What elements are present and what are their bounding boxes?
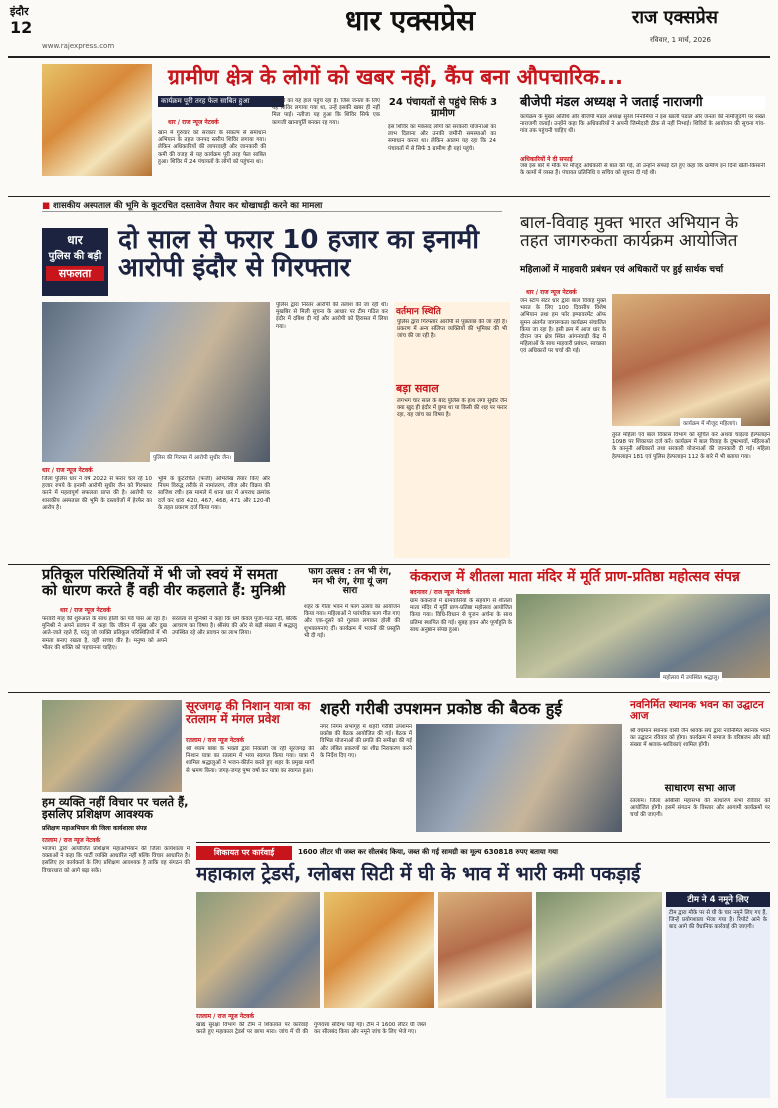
camp-byline: धार / राज न्यूज नेटवर्क	[168, 119, 219, 126]
breaking-text-1: जिला पुलिस धार ने वर्ष 2022 से फरार चल रहे 10 हजार रुपये के इनामी आरोपी सुधीर जैन को गिरफ्तार करने में महत्वपूर्ण सफलता प्राप्त की है। आरोपी पर शासकीय अस्पताल की भूमि के दस्तावेजों में हेरफेर का आरोप है।	[42, 476, 152, 511]
badge-bottom: सफलता	[46, 266, 104, 281]
temple-byline: बदनावर / राज न्यूज नेटवर्क	[410, 589, 471, 596]
kicker-text: शासकीय अस्पताल की भूमि के कूटरचित दस्तावेज तैयार कर धोखाधड़ी करने का मामला	[53, 201, 323, 211]
vichar-byline: रतलाम / राज न्यूज नेटवर्क	[42, 837, 101, 844]
city-label: इंदौर	[10, 5, 29, 18]
row4-divider	[196, 842, 770, 843]
complaint-tag	[196, 846, 292, 860]
complaint-photo-3	[438, 892, 532, 1008]
complaint-box-head: टीम ने 4 नमूने लिए	[666, 892, 770, 907]
breaking-headline: दो साल से फरार 10 हजार का इनामी आरोपी इंदौर से गिरफ्तार	[118, 225, 480, 284]
role-head: बड़ा सवाल	[396, 382, 439, 395]
navnirmit-sub-head: साधारण सभा आज	[664, 783, 736, 794]
row3-divider	[8, 692, 770, 693]
website-link[interactable]: www.rajexpress.com	[42, 42, 115, 50]
complaint-photo-4	[536, 892, 662, 1008]
police-badge	[42, 228, 108, 296]
childmarriage-headline: बाल-विवाह मुक्त भारत अभियान के तहत जागरुकता कार्यक्रम आयोजित	[520, 213, 739, 252]
fag-text: शहर के गीता भवन में फाग उत्सव का आयोजन किया गया। महिलाओं ने पारंपरिक फाग गीत गाए और एक-दूसरे को गुलाल लगाकर होली की शुभकामनाएं दीं। कार्यक्रम में भजनों की प्रस्तुति भी दी गई।	[304, 604, 400, 639]
complaint-box	[666, 892, 770, 1098]
childmarriage-byline: धार / राज न्यूज नेटवर्क	[526, 289, 577, 296]
complaint-photo-2	[324, 892, 434, 1008]
breaking-byline: धार / राज न्यूज नेटवर्क	[42, 467, 93, 474]
complaint-headline: महाकाल ट्रेडर्स, ग्लोबस सिटी में घी के भाव में भारी कमी पकड़ाई	[196, 863, 641, 885]
suraj-byline: रतलाम / राज न्यूज नेटवर्क	[186, 737, 245, 744]
suraj-photo	[42, 700, 182, 792]
temple-photo	[516, 594, 770, 678]
camp-headline: ग्रामीण क्षेत्र के लोगों को खबर नहीं, कैंप बना औपचारिक...	[168, 65, 623, 89]
status-text: पुलिस द्वारा गिरफ्तार आरोपी से पूछताछ की जा रही है। प्रकरण में अन्य संलिप्त व्यक्तियों की भूमिका की भी जांच की जा रही है।	[397, 319, 507, 340]
camp-text-2: शिविरों का यह हाल पहुंच रहा है। जिस जनता के लिए यह शिविर लगाया गया था, उन्हें इसकी खबर ही नहीं मिल पाई। नतीजा यह हुआ कि शिविर सिर्फ एक कागजी खानापूर्ति बनकर रह गया।	[272, 98, 380, 126]
bjp-text-b: जब इस बारे में मौके पर मौजूद अधिकारी से बात की गई, तो उन्होंने सफाई देते हुए कहा कि ग्रामीण इन दिनों खेती-किसानी के कामों में व्यस्त हैं। पंचायत प्रतिनिधि व सचिव को सूचना दी गई थी।	[520, 163, 765, 177]
fag-headline: फाग उत्सव : तन भी रंग, मन भी रंग, रंगा यूं जग सारा	[308, 567, 392, 597]
complaint-tag-text: शिकायत पर कार्रवाई	[213, 848, 275, 857]
bjp-headline: बीजेपी मंडल अध्यक्ष ने जताई नाराजगी	[520, 96, 765, 110]
breaking-text-3: पुलिस द्वारा निरंतर आरोपी की तलाश की जा रही थी। मुखबिर से मिली सूचना के आधार पर टीम गठित कर इंदौर में दबिश दी गई और आरोपी को हिरासत में लिया गया।	[276, 302, 388, 330]
complaint-box-text: टीम द्वारा मौके पर से घी के चार नमूने लिए गए हैं, जिन्हें प्रयोगशाला भेजा गया है। रिपोर्ट आने के बाद आगे की वैधानिक कार्रवाई की जाएगी।	[669, 910, 767, 931]
camp-text-1: खान में गुरुवार को सरकार के संकल्प से समाधान अभियान के तहत जनपद स्तरीय शिविर लगाया गया। लेकिन अधिकारियों की लापरवाही और जानकारी की कमी की वजह से यह कार्यक्रम पूरी तरह फेल साबित हुआ। शिविर में 24 पंचायतों के लोगों को पहुंचना था।	[158, 130, 266, 165]
camp-photo	[42, 64, 152, 176]
bjp-text: कार्यक्रम के मुख्य अतिथि और बीजेपी मंडल अध्यक्ष सुरेश निनामिया ने इस खाली पंडाल और जनता की नामौजूदगी पर सख्त नाराजगी जताई। उन्होंने कहा कि अधिकारियों ने अपनी जिम्मेदारी ठीक से नहीं निभाई। शिविरों के आयोजन की सूचना गांव-गांव तक पहुंचनी चाहिए थी।	[520, 114, 765, 135]
masthead	[0, 0, 778, 58]
camp-sidebar: 24 पंचायतों से पहुंचे सिर्फ 3 ग्रामीण	[388, 97, 498, 119]
suraj-text: श्री श्याम बाबा के भक्तों द्वारा निकाली जा रही सूरजगढ़ की निशान यात्रा का रतलाम में भव्य स्वागत किया गया। यात्रा में शामिल श्रद्धालुओं ने भजन-कीर्तन करते हुए शहर के प्रमुख मार्गों से भ्रमण किया। जगह-जगह पुष्प वर्षा कर यात्रा का स्वागत हुआ।	[186, 746, 314, 774]
childmarriage-text-2: तुरंत महिला एवं बाल विकास विभाग को सूचित करें अथवा चाइल्ड हेल्पलाइन 1098 पर शिकायत दर्ज करें। कार्यक्रम में बाल विवाह के दुष्प्रभावों, महिलाओं के कानूनी अधिकारों तथा सरकारी योजनाओं की जानकारी दी गई। महिला हेल्पलाइन 181 एवं पुलिस हेल्पलाइन 112 के बारे में भी बताया गया।	[612, 432, 770, 460]
sadhvi-text-2: सरलता से मुनिश्री ने कहा कि धर्म केवल पूजा-पाठ नहीं, बल्कि आचरण का विषय है। श्रीसंघ की ओर से बड़ी संख्या में श्रद्धालु उपस्थित रहे और प्रवचन का लाभ लिया।	[172, 616, 297, 637]
gareebi-headline: शहरी गरीबी उपशमन प्रकोष्ठ की बैठक हुई	[320, 699, 563, 718]
temple-text: ग्राम कंकराज में ग्रामवासियों के सहयोग से शीतला माता मंदिर में मूर्ति प्राण-प्रतिष्ठा महोत्सव आयोजित किया गया। विधि-विधान से पूजन अर्चना के साथ प्रतिमा स्थापित की गई। सुबह हवन और पूर्णाहुति के साथ अनुष्ठान संपन्न हुआ।	[410, 598, 512, 633]
brand-name: राज एक्सप्रेस	[632, 7, 718, 28]
complaint-text: खाद्य सुरक्षा विभाग की टीम ने शिकायत पर कार्रवाई करते हुए महाकाल ट्रेडर्स पर छापा मारा। जांच में घी की गुणवत्ता संदिग्ध पाई गई। टीम ने 1600 लीटर घी जब्त कर सीलबंद किया और नमूने जांच के लिए भेजे गए।	[196, 1022, 426, 1036]
vichar-headline: हम व्यक्ति नहीं विचार पर चलते हैं, इसलिए प्रशिक्षण आवश्यक	[42, 795, 189, 822]
camp-sub-text: कार्यक्रम पूरी तरह फेल साबित हुआ	[161, 97, 250, 105]
childmarriage-photo	[612, 294, 770, 426]
masthead-divider	[8, 56, 770, 58]
childmarriage-sub: महिलाओं में माहवारी प्रबंधन एवं अधिकारों पर हुई सार्थक चर्चा	[520, 265, 724, 275]
kicker-bullet-icon: ■	[42, 201, 53, 211]
suraj-headline: सूरजगढ़ की निशान यात्रा का रतलाम में मंगल प्रवेश	[186, 699, 311, 726]
sadhvi-headline: प्रतिकूल परिस्थितियों में भी जो स्वयं में समता को धारण करते हैं वही वीर कहलाते हैं: मुनिश्री	[42, 567, 286, 599]
complaint-kicker: 1600 लीटर घी जब्त कर सीलबंद किया, जब्त की गई सामग्री का मूल्य 630818 रुपए बताया गया	[298, 848, 558, 856]
sadhvi-byline: धार / राज न्यूज नेटवर्क	[60, 607, 111, 614]
arrest-photo	[42, 302, 270, 462]
gareebi-text: नगर निगम सभागृह में शहरी गरीबी उपशमन प्रकोष्ठ की बैठक आयोजित की गई। बैठक में विभिन्न योजनाओं की प्रगति की समीक्षा की गई और लंबित प्रकरणों का शीघ्र निराकरण करने के निर्देश दिए गए।	[320, 724, 412, 759]
childmarriage-text: जन स्टॉप सेंटर धार द्वारा बाल विवाह मुक्त भारत के लिए 100 दिवसीय विशेष अभियान तथा हम फॉर इम्पावरमेंट ऑफ सुमन अंतर्गत जागरूकता कार्यक्रम संचालित किया जा रहा है। इसी क्रम में आज धार के दौरान जन क्षेत्र स्थित आंगनवाड़ी केंद्र में महिलाओं के साथ माहवारी प्रबंधन, स्वच्छता एवं अधिकारों पर चर्चा की गई।	[520, 298, 606, 355]
navnirmit-sub-text: रतलाम। जिला ओबीसी महासभा की साधारण सभा रविवार को आयोजित होगी। इसमें संगठन के विस्तार और आगामी कार्यक्रमों पर चर्चा की जाएगी।	[630, 798, 770, 819]
badge-mid: पुलिस की बड़ी	[48, 251, 102, 262]
masthead-title: धार एक्सप्रेस	[344, 4, 476, 37]
gareebi-photo	[416, 724, 622, 832]
breaking-text-2: भूमि के कूटरचित (फर्जी) अभिलेख तैयार किए और नियम विरुद्ध तरीके से नामांतरण, लीज और विक्रय की साजिश रची। इस मामले में थाना धार में अपराध क्रमांक दर्ज कर धारा 420, 467, 468, 471 और 120-बी के तहत प्रकरण दर्ज किया गया।	[158, 476, 270, 511]
vichar-text: भाजपा द्वारा आयोजित प्रशिक्षण महाअभियान की जिला कार्यशाला में वक्ताओं ने कहा कि पार्टी व्यक्ति आधारित नहीं बल्कि विचार आधारित है। इसलिए हर कार्यकर्ता के लिए प्रशिक्षण आवश्यक है ताकि वह संगठन की विचारधारा को आगे बढ़ा सके।	[42, 846, 190, 874]
camp-sub	[158, 96, 284, 107]
badge-top: धार	[67, 233, 83, 247]
childmarriage-photo-caption: कार्यक्रम में मौजूद महिलाएं।	[680, 418, 741, 428]
temple-photo-caption: महोत्सव में उपस्थित श्रद्धालु।	[660, 672, 722, 682]
role-text: लगभग चार साल के बाद पुलिस के हाथ लगा सुधीर जैन क्या खुद ही इंदौर में छुपा था या किसी की शह पर फरार रहा, यह जांच का विषय है।	[397, 398, 507, 419]
issue-date: रविवार, 1 मार्च, 2026	[650, 36, 711, 44]
complaint-byline: रतलाम / राज न्यूज नेटवर्क	[196, 1013, 255, 1020]
sadhvi-text: फरवरी माह की शुरुआत के साथ होली का पर्व पास आ रहा है। मुनिश्री ने अपने प्रवचन में कहा कि जीवन में सुख और दुख आते-जाते रहते हैं, परंतु जो व्यक्ति प्रतिकूल परिस्थितियों में भी समता बनाए रखता है, वही सच्चा वीर है। मनुष्य को अपने भीतर की शक्ति को पहचानना चाहिए।	[42, 616, 167, 651]
bjp-lead: अधिकारियों ने दी सफाई	[520, 156, 573, 163]
status-box	[394, 302, 510, 558]
navnirmit-headline: नवनिर्मित स्थानक भवन का उद्घाटन आज	[630, 699, 764, 723]
temple-headline: कंकराज में शीतला माता मंदिर में मूर्ति प्राण-प्रतिष्ठा महोत्सव संपन्न	[410, 569, 740, 585]
complaint-photo-1	[196, 892, 320, 1008]
arrest-photo-caption: पुलिस की गिरफ्त में आरोपी सुधीर जैन।	[150, 452, 234, 462]
page-number: 12	[10, 18, 33, 37]
status-head: वर्तमान स्थिति	[396, 307, 441, 317]
row2-divider	[8, 564, 770, 565]
navnirmit-text: श्री वर्धमान स्थानक वासी जैन श्रावक संघ द्वारा नवनिर्मित स्थानक भवन का उद्घाटन रविवार को होगा। कार्यक्रम में समाज के वरिष्ठजन और बड़ी संख्या में श्रावक-श्राविकाएं शामिल होंगी।	[630, 728, 770, 749]
camp-text-3: इस शिविर का मकसद लोगों को सरकारी योजनाओं का लाभ दिलाना और उनकी जमीनी समस्याओं का समाधान करना था। लेकिन आलम यह रहा कि 24 पंचायतों में से सिर्फ 3 ग्रामीण ही यहां पहुंचे।	[388, 124, 496, 152]
vichar-sub: प्रशिक्षण महाअभियान की जिला कार्यशाला संपन्न	[42, 825, 147, 832]
breaking-kicker	[42, 200, 502, 212]
row1-divider	[8, 196, 770, 197]
